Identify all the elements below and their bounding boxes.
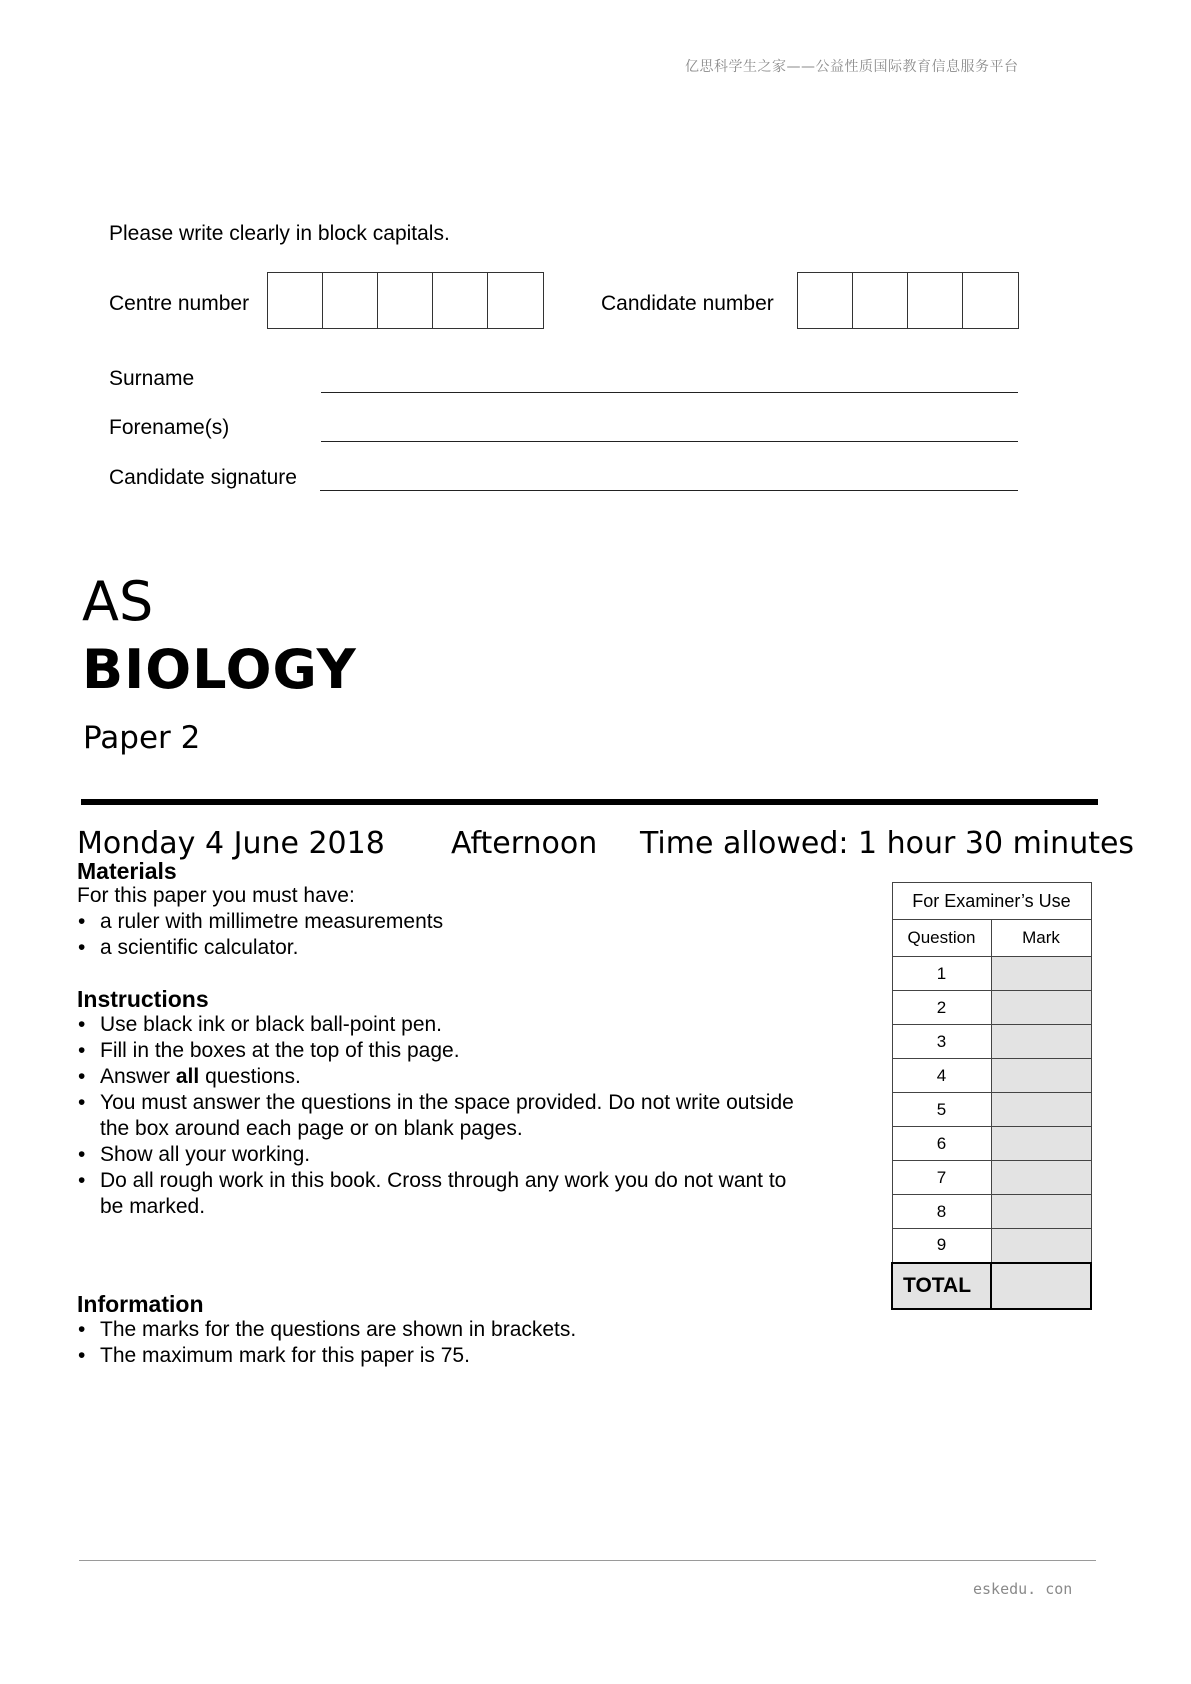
table-row	[892, 957, 1091, 991]
list-item: • a scientific calculator.	[77, 935, 443, 961]
table-row	[892, 1161, 1091, 1195]
mark-cell	[991, 1093, 1091, 1127]
surname-label: Surname	[109, 367, 195, 390]
exam-date: Monday 4 June 2018	[77, 826, 385, 861]
question-column-header: Question	[892, 920, 991, 957]
table-row	[892, 1093, 1091, 1127]
mark-cell	[991, 1059, 1091, 1093]
total-label: TOTAL	[892, 1263, 991, 1309]
question-number: 3	[892, 1025, 991, 1059]
list-item	[77, 1064, 797, 1090]
list-item: • Do all rough work in this book. Cross through any work you do not want to be marked.	[77, 1168, 797, 1220]
time-allowed: Time allowed: 1 hour 30 minutes	[640, 826, 1135, 861]
subject-title: BIOLOGY	[82, 638, 357, 701]
question-number: 1	[892, 957, 991, 991]
table-row	[892, 991, 1091, 1025]
signature-line[interactable]	[320, 490, 1018, 491]
table-row	[892, 1059, 1091, 1093]
mark-cell	[991, 1127, 1091, 1161]
centre-number-box[interactable]	[268, 273, 323, 328]
candidate-number-box[interactable]	[963, 273, 1018, 328]
mark-cell	[991, 957, 1091, 991]
centre-number-boxes[interactable]	[267, 272, 544, 329]
list-item: • The maximum mark for this paper is 75.	[77, 1343, 576, 1369]
answer-text: Answer	[100, 1065, 171, 1088]
footer-url: eskedu. con	[973, 1580, 1073, 1598]
signature-label: Candidate signature	[109, 466, 297, 489]
list-item: • a ruler with millimetre measurements	[77, 909, 443, 935]
mark-cell	[991, 1161, 1091, 1195]
instructions-heading: Instructions	[77, 986, 209, 1012]
questions-text: questions.	[205, 1065, 301, 1088]
paper-number: Paper 2	[83, 720, 201, 756]
centre-number-label: Centre number	[109, 292, 250, 315]
candidate-number-boxes[interactable]	[797, 272, 1019, 329]
centre-number-box[interactable]	[378, 273, 433, 328]
question-number: 6	[892, 1127, 991, 1161]
information-heading: Information	[77, 1291, 204, 1317]
mark-column-header: Mark	[991, 920, 1091, 957]
materials-heading: Materials	[77, 858, 177, 884]
forename-line[interactable]	[321, 441, 1018, 442]
materials-intro: For this paper you must have:	[77, 884, 355, 907]
total-row	[892, 1263, 1091, 1309]
question-number: 8	[892, 1195, 991, 1229]
question-number: 5	[892, 1093, 991, 1127]
mark-cell	[991, 1025, 1091, 1059]
table-row	[892, 1229, 1091, 1263]
footer-divider	[79, 1560, 1096, 1561]
question-number: 4	[892, 1059, 991, 1093]
forename-label: Forename(s)	[109, 416, 230, 439]
table-row	[892, 1195, 1091, 1229]
candidate-number-box[interactable]	[853, 273, 908, 328]
qualification-level: AS	[82, 570, 154, 633]
materials-list	[77, 909, 443, 961]
watermark-text: 亿思科学生之家——公益性质国际教育信息服务平台	[685, 59, 1019, 75]
candidate-number-label: Candidate number	[601, 292, 774, 315]
list-item: • Show all your working.	[77, 1142, 797, 1168]
list-item: • Fill in the boxes at the top of this page.	[77, 1038, 797, 1064]
information-list	[77, 1317, 576, 1369]
centre-number-box[interactable]	[488, 273, 543, 328]
table-row	[892, 1025, 1091, 1059]
centre-number-box[interactable]	[433, 273, 488, 328]
candidate-number-box[interactable]	[908, 273, 963, 328]
exam-session: Afternoon	[451, 826, 598, 861]
candidate-number-box[interactable]	[798, 273, 853, 328]
list-item: • Use black ink or black ball-point pen.	[77, 1012, 797, 1038]
total-mark-cell	[991, 1263, 1091, 1309]
table-row	[892, 1127, 1091, 1161]
examiner-table-title: For Examiner’s Use	[892, 883, 1091, 920]
instructions-list	[77, 1012, 797, 1220]
mark-cell	[991, 1229, 1091, 1263]
all-emphasis: all	[175, 1065, 200, 1088]
mark-cell	[991, 991, 1091, 1025]
list-item: • The marks for the questions are shown in brackets.	[77, 1317, 576, 1343]
mark-cell	[991, 1195, 1091, 1229]
examiner-use-table	[891, 882, 1092, 1310]
block-capitals-instruction: Please write clearly in block capitals.	[109, 222, 450, 245]
surname-line[interactable]	[321, 392, 1018, 393]
question-number: 7	[892, 1161, 991, 1195]
centre-number-box[interactable]	[323, 273, 378, 328]
title-divider	[81, 799, 1098, 805]
question-number: 9	[892, 1229, 991, 1263]
list-item: • You must answer the questions in the space provided. Do not write outside the box around each page or on blank pages.	[77, 1090, 797, 1142]
question-number: 2	[892, 991, 991, 1025]
